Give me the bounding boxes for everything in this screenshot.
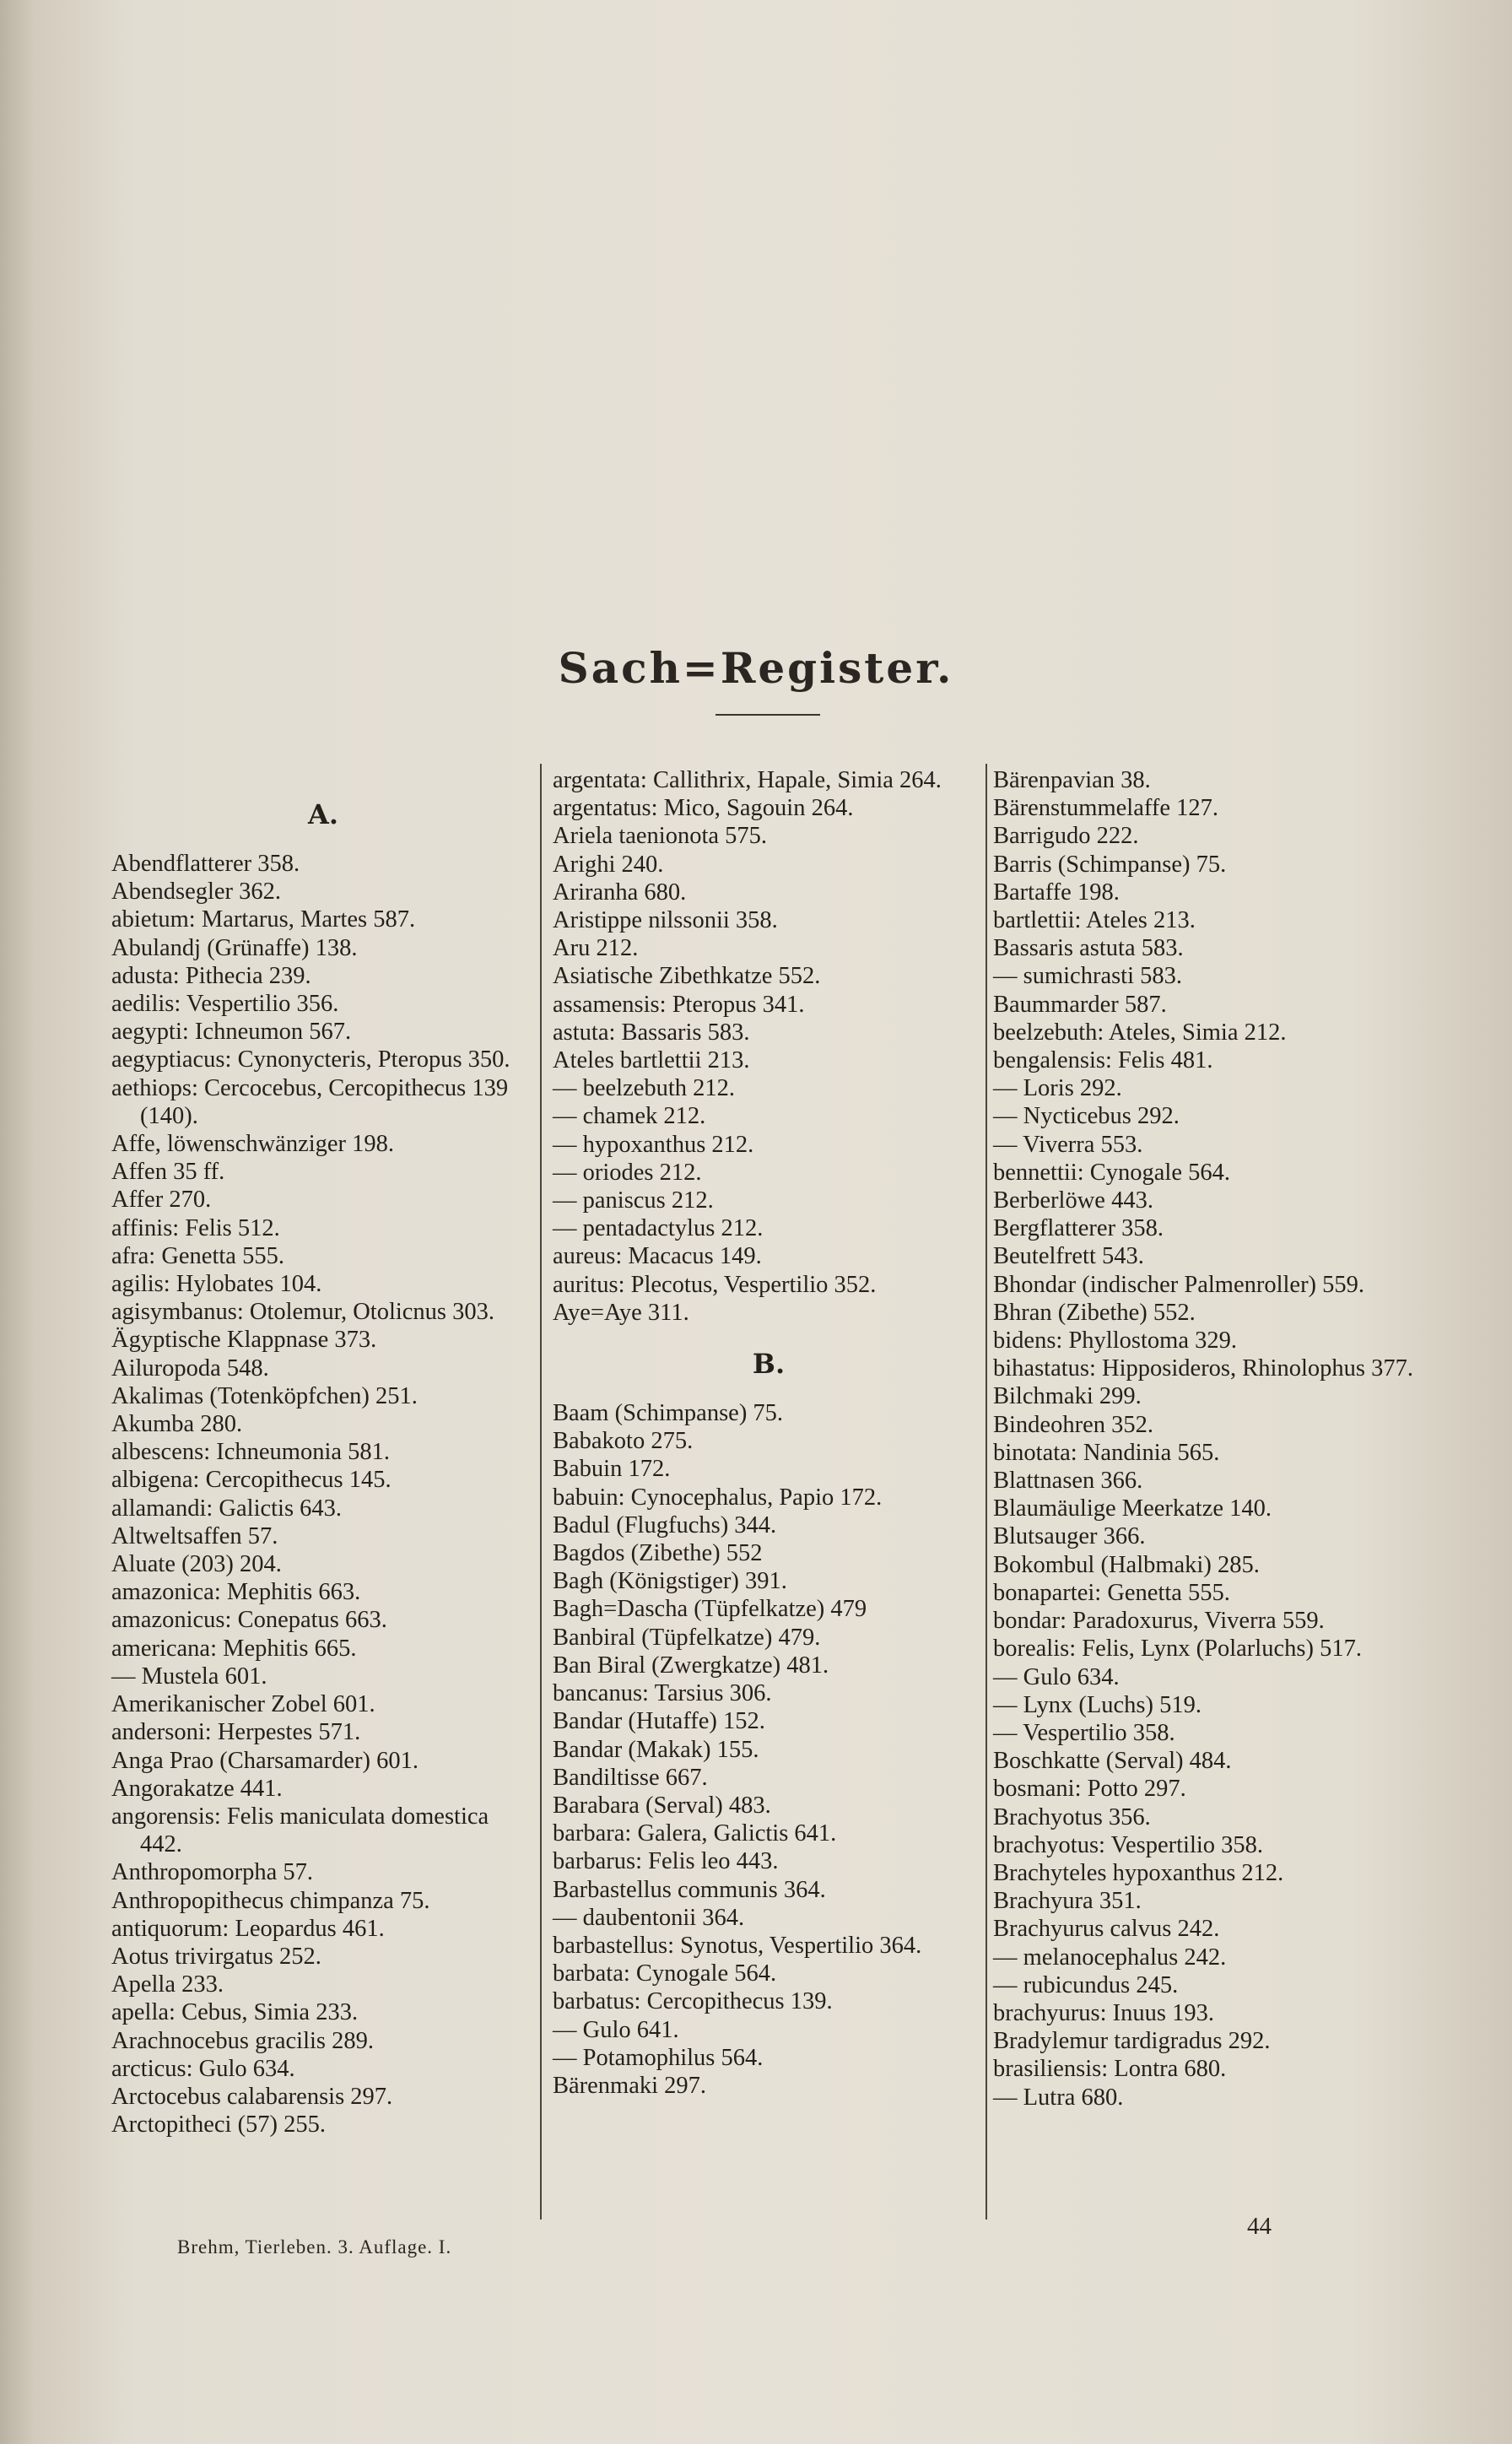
index-entry: Aluate (203) 204. (111, 1551, 282, 1578)
index-entry: — rubicundus 245. (993, 1971, 1179, 1998)
index-entry: aethiops: Cercocebus, Cercopithecus 139 (140). (111, 1074, 509, 1129)
index-entry: — pentadactylus 212. (553, 1215, 764, 1242)
index-entry: afra: Genetta 555. (111, 1242, 284, 1269)
index-entry: Bagh=Dascha (Tüpfelkatze) 479 (553, 1596, 867, 1623)
index-entry: argentata: Callithrix, Hapale, Simia 264. (553, 767, 942, 793)
index-entry: Bartaffe 198. (993, 879, 1120, 906)
index-entry: Barabara (Serval) 483. (553, 1792, 771, 1819)
index-entry: Barbastellus communis 364. (553, 1876, 826, 1903)
index-entry: bengalensis: Felis 481. (993, 1047, 1213, 1074)
index-entry: Berberlöwe 443. (993, 1187, 1153, 1214)
index-entry: Babuin 172. (553, 1456, 671, 1483)
index-entry: — hypoxanthus 212. (553, 1131, 754, 1158)
index-entry: arcticus: Gulo 634. (111, 2055, 295, 2082)
title-rule (716, 714, 820, 716)
index-entry: Bagh (Königstiger) 391. (553, 1568, 787, 1595)
column-rule-2 (986, 764, 987, 2220)
index-entry: Bhondar (indischer Palmenroller) 559. (993, 1271, 1365, 1298)
index-entry: Brachyurus calvus 242. (993, 1916, 1220, 1943)
index-entry: Arachnocebus gracilis 289. (111, 2027, 375, 2054)
index-entry: Aru 212. (553, 935, 639, 962)
index-entry: barbata: Cynogale 564. (553, 1960, 777, 1987)
index-entry: allamandi: Galictis 643. (111, 1495, 343, 1522)
index-entry: — Viverra 553. (993, 1131, 1143, 1158)
index-entry: barbarus: Felis leo 443. (553, 1848, 779, 1875)
index-entry: Ariela taenionota 575. (553, 823, 768, 850)
section-letter: A. (308, 798, 338, 830)
index-entry: Bandar (Makak) 155. (553, 1736, 759, 1763)
index-entry: Boschkatte (Serval) 484. (993, 1748, 1232, 1775)
index-entry: bonapartei: Genetta 555. (993, 1579, 1230, 1606)
index-entry: — paniscus 212. (553, 1187, 714, 1214)
index-entry: aegyptiacus: Cynonycteris, Pteropus 350. (111, 1046, 510, 1073)
index-entry: Blaumäulige Meerkatze 140. (993, 1495, 1272, 1522)
index-entry: astuta: Bassaris 583. (553, 1019, 750, 1046)
index-entry: Altweltsaffen 57. (111, 1522, 278, 1549)
index-entry: bancanus: Tarsius 306. (553, 1680, 772, 1707)
index-entry: — daubentonii 364. (553, 1904, 745, 1931)
index-entry: — Vespertilio 358. (993, 1719, 1175, 1746)
index-entry: adusta: Pithecia 239. (111, 962, 311, 989)
index-entry: — Gulo 634. (993, 1663, 1120, 1690)
index-entry: — Lynx (Luchs) 519. (993, 1691, 1202, 1718)
page-title: Sach=Register. (558, 642, 954, 693)
index-entry: Aye=Aye 311. (553, 1299, 689, 1326)
section-letter: B. (752, 1348, 786, 1381)
index-entry: Ariranha 680. (553, 879, 687, 906)
index-entry: Aristippe nilssonii 358. (553, 907, 778, 934)
index-entry: Bindeohren 352. (993, 1411, 1153, 1438)
index-entry: agilis: Hylobates 104. (111, 1271, 322, 1298)
index-entry: babuin: Cynocephalus, Papio 172. (553, 1484, 883, 1511)
index-entry: Banbiral (Tüpfelkatze) 479. (553, 1624, 821, 1651)
index-entry: Baummarder 587. (993, 991, 1167, 1018)
index-column-3 (993, 766, 1423, 2111)
index-entry: Bärenstummelaffe 127. (993, 795, 1218, 822)
index-entry: argentatus: Mico, Sagouin 264. (553, 795, 854, 822)
index-entry: Apella 233. (111, 1971, 224, 1998)
index-entry: Beutelfrett 543. (993, 1243, 1144, 1270)
index-entry: bennettii: Cynogale 564. (993, 1159, 1230, 1186)
index-entry: Abulandj (Grünaffe) 138. (111, 934, 358, 961)
index-entry: abietum: Martarus, Martes 587. (111, 906, 416, 933)
index-entry: Anthropomorpha 57. (111, 1859, 314, 1886)
index-entry: Barris (Schimpanse) 75. (993, 851, 1227, 878)
index-entry: — melanocephalus 242. (993, 1944, 1227, 1971)
index-entry: Arighi 240. (553, 851, 664, 878)
index-entry: — Gulo 641. (553, 2016, 679, 2043)
index-entry: — Loris 292. (993, 1075, 1122, 1102)
index-entry: Bergflatterer 358. (993, 1215, 1164, 1242)
index-column-2 (553, 766, 985, 2100)
index-entry: Bilchmaki 299. (993, 1383, 1142, 1410)
index-entry: americana: Mephitis 665. (111, 1635, 357, 1662)
index-entry: Baam (Schimpanse) 75. (553, 1400, 784, 1427)
index-entry: albescens: Ichneumonia 581. (111, 1439, 391, 1466)
index-entry: Affen 35 ff. (111, 1159, 225, 1186)
index-entry: — chamek 212. (553, 1103, 706, 1130)
index-entry: andersoni: Herpestes 571. (111, 1719, 361, 1746)
index-entry: albigena: Cercopithecus 145. (111, 1467, 392, 1494)
index-entry: Abendflatterer 358. (111, 851, 300, 877)
index-entry: Ban Biral (Zwergkatze) 481. (553, 1652, 829, 1679)
index-column-1 (111, 798, 535, 2138)
page-number: 44 (1247, 2213, 1272, 2240)
index-entry: barbastellus: Synotus, Vespertilio 364. (553, 1932, 922, 1959)
index-entry: Blutsauger 366. (993, 1523, 1146, 1550)
index-entry: agisymbanus: Otolemur, Otolicnus 303. (111, 1299, 495, 1326)
index-entry: Affer 270. (111, 1187, 212, 1214)
index-entry: brachyotus: Vespertilio 358. (993, 1831, 1264, 1858)
index-entry: brachyurus: Inuus 193. (993, 1999, 1214, 2026)
footer-credit: Brehm, Tierleben. 3. Auflage. I. (177, 2236, 452, 2257)
index-entry: Angorakatze 441. (111, 1775, 283, 1802)
index-entry: aegypti: Ichneumon 567. (111, 1019, 352, 1046)
index-entry: bihastatus: Hipposideros, Rhinolophus 377. (993, 1355, 1413, 1382)
index-entry: bartlettii: Ateles 213. (993, 907, 1196, 934)
index-entry: aedilis: Vespertilio 356. (111, 991, 339, 1018)
index-entry: Asiatische Zibethkatze 552. (553, 963, 821, 990)
index-entry: Anthropopithecus chimpanza 75. (111, 1887, 430, 1914)
index-entry: Bassaris astuta 583. (993, 935, 1184, 962)
index-entry: borealis: Felis, Lynx (Polarluchs) 517. (993, 1636, 1362, 1663)
index-entry: Bradylemur tardigradus 292. (993, 2028, 1271, 2055)
index-entry: Bagdos (Zibethe) 552 (553, 1540, 763, 1567)
index-entry: aureus: Macacus 149. (553, 1243, 762, 1270)
index-entry: Akalimas (Totenköpfchen) 251. (111, 1382, 418, 1409)
index-entry: bosmani: Potto 297. (993, 1776, 1186, 1803)
column-rule-1 (540, 764, 542, 2220)
index-entry: antiquorum: Leopardus 461. (111, 1915, 385, 1942)
index-entry: — Potamophilus 564. (553, 2044, 764, 2071)
index-entry: — beelzebuth 212. (553, 1075, 736, 1102)
index-entry: Babakoto 275. (553, 1428, 694, 1455)
index-entry: Akumba 280. (111, 1411, 243, 1438)
index-entry: Bandar (Hutaffe) 152. (553, 1708, 765, 1735)
index-entry: Ateles bartlettii 213. (553, 1047, 750, 1074)
index-entry: Abendsegler 362. (111, 879, 282, 906)
index-entry: Barrigudo 222. (993, 823, 1139, 850)
index-entry: — Nycticebus 292. (993, 1103, 1180, 1130)
index-entry: Blattnasen 366. (993, 1468, 1143, 1495)
index-entry: Amerikanischer Zobel 601. (111, 1691, 375, 1718)
index-entry: brasiliensis: Lontra 680. (993, 2056, 1227, 2083)
index-entry: Bärenpavian 38. (993, 767, 1151, 793)
index-entry: — Mustela 601. (111, 1663, 267, 1690)
index-entry: amazonicus: Conepatus 663. (111, 1607, 387, 1634)
index-entry: binotata: Nandinia 565. (993, 1439, 1220, 1466)
index-entry: Ailuropoda 548. (111, 1354, 269, 1382)
index-entry: bondar: Paradoxurus, Viverra 559. (993, 1608, 1325, 1635)
index-entry: — sumichrasti 583. (993, 963, 1183, 990)
index-entry: barbara: Galera, Galictis 641. (553, 1820, 837, 1847)
index-entry: apella: Cebus, Simia 233. (111, 1999, 359, 2026)
index-entry: Brachyteles hypoxanthus 212. (993, 1859, 1284, 1886)
index-entry: Ägyptische Klappnase 373. (111, 1327, 377, 1354)
index-entry: Bhran (Zibethe) 552. (993, 1299, 1196, 1326)
index-entry: affinis: Felis 512. (111, 1214, 280, 1241)
index-entry: Aotus trivirgatus 252. (111, 1943, 321, 1970)
index-entry: — oriodes 212. (553, 1159, 702, 1186)
index-entry: barbatus: Cercopithecus 139. (553, 1988, 833, 2015)
index-entry: auritus: Plecotus, Vespertilio 352. (553, 1271, 877, 1298)
index-entry: Bärenmaki 297. (553, 2072, 707, 2099)
index-entry: amazonica: Mephitis 663. (111, 1579, 361, 1606)
index-entry: Brachyotus 356. (993, 1803, 1151, 1830)
index-entry: Affe, löwenschwänziger 198. (111, 1131, 395, 1158)
index-entry: — Lutra 680. (993, 2084, 1124, 2111)
index-entry: Badul (Flugfuchs) 344. (553, 1511, 777, 1538)
index-entry: Arctocebus calabarensis 297. (111, 2083, 393, 2110)
index-entry: Arctopitheci (57) 255. (111, 2111, 327, 2138)
index-entry: Brachyura 351. (993, 1888, 1142, 1915)
index-entry: angorensis: Felis maniculata domestica 442. (111, 1803, 489, 1858)
index-entry: assamensis: Pteropus 341. (553, 991, 805, 1018)
index-entry: beelzebuth: Ateles, Simia 212. (993, 1019, 1287, 1046)
index-entry: Anga Prao (Charsamarder) 601. (111, 1747, 419, 1774)
index-entry: Bokombul (Halbmaki) 285. (993, 1551, 1260, 1578)
index-entry: bidens: Phyllostoma 329. (993, 1327, 1237, 1354)
index-entry: Bandiltisse 667. (553, 1764, 708, 1791)
